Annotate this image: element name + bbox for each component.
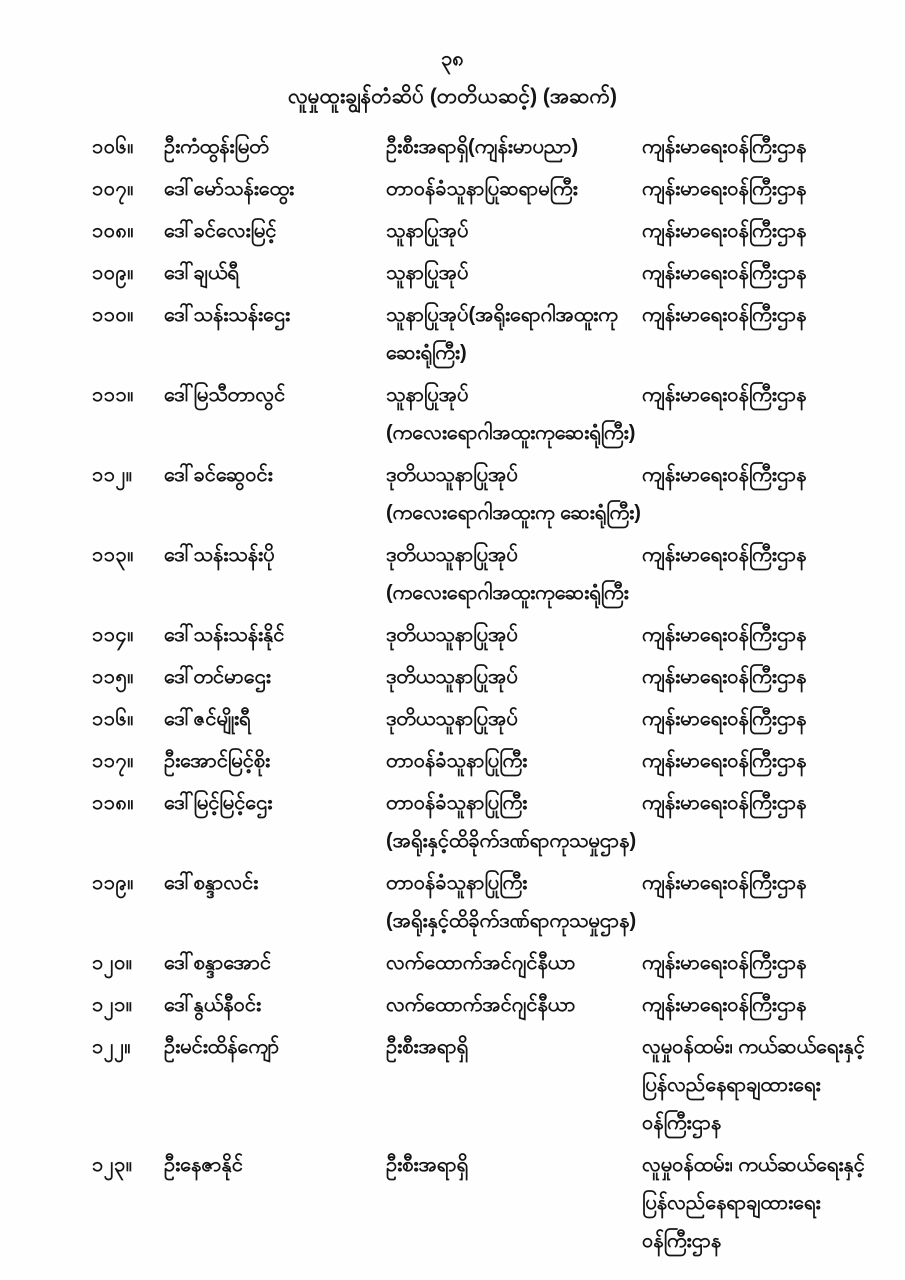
ministry-line: ကျန်းမာရေးဝန်ကြီးဌာန [642,304,807,326]
row-number: ၁၁၁။ [92,384,134,406]
position-line: ဦးစီးအရာရှိ(ကျန်းမာပညာ) [386,136,579,158]
ministry-name [642,700,879,738]
recipient-name: ဒေါ်ခင်ဆွေဝင်း [164,464,273,486]
ministry-name [642,128,879,166]
position-title [386,212,642,250]
position-title [386,986,642,1024]
ministry-line: ကျန်းမာရေးဝန်ကြီးဌာန [642,952,807,974]
recipient-name: ဒေါ်ချယ်ရီ [164,262,239,284]
recipient-name: ဒေါ်တင်မာဌေး [164,666,271,688]
recipient-name: ဒေါ်မော်သန်းထွေး [164,178,295,200]
recipient-name: ဒေါ်ခင်လေးမြင့် [164,220,277,242]
position-title [386,128,642,166]
ministry-name [642,456,879,494]
position-line: ဒုတိယသူနာပြုအုပ် [386,708,518,730]
position-line: ဒုတိယသူနာပြုအုပ် [386,544,518,566]
row-number: ၁၁၅။ [92,666,134,688]
position-line: (ကလေးရောဂါအထူးကု ဆေးရုံကြီး) [386,502,641,524]
table-row [92,944,879,982]
table-row [92,254,879,292]
ministry-name [642,742,879,780]
row-number: ၁၂၀။ [92,952,133,974]
position-title [386,1028,642,1066]
recipient-name: ဒေါ်သန်းသန်းပို [164,544,275,566]
ministry-line: ပြန်လည်နေရာချထားရေး [642,1074,821,1096]
table-row [92,128,879,166]
ministry-name [642,616,879,654]
ministry-name [642,1146,879,1260]
position-line: ဦးစီးအရာရှိ [386,1154,469,1176]
position-line: လက်ထောက်အင်ဂျင်နီယာ [386,952,576,974]
row-number: ၁၂၃။ [92,1154,133,1176]
table-row [92,1028,879,1142]
row-number: ၁၁၆။ [92,708,134,730]
ministry-line: ကျန်းမာရေးဝန်ကြီးဌာန [642,750,807,772]
position-line: သူနာပြုအုပ် [386,220,469,242]
row-number: ၁၁၂။ [92,464,133,486]
ministry-name [642,1028,879,1142]
ministry-line: ကျန်းမာရေးဝန်ကြီးဌာန [642,872,807,894]
recipient-name: ဒေါ်သန်းသန်းနိုင် [164,624,285,646]
table-row [92,212,879,250]
ministry-name [642,658,879,696]
position-line: (ကလေးရောဂါအထူးကုဆေးရုံကြီး) [386,422,636,444]
position-line: လက်ထောက်အင်ဂျင်နီယာ [386,994,576,1016]
position-title [386,1146,642,1184]
position-line: ဒုတိယသူနာပြုအုပ် [386,666,518,688]
recipient-name: ဒေါ်နွယ်နီဝင်း [164,994,262,1016]
table-row [92,784,879,860]
ministry-line: ပြန်လည်နေရာချထားရေး [642,1192,821,1214]
ministry-name [642,864,879,902]
position-line: (ကလေးရောဂါအထူးကုဆေးရုံကြီး [386,582,629,604]
row-number: ၁၁၈။ [92,792,134,814]
row-number: ၁၁၉။ [92,872,134,894]
ministry-line: ကျန်းမာရေးဝန်ကြီးဌာန [642,464,807,486]
recipient-name: ဦးနေဇာနိုင် [164,1154,243,1176]
table-row [92,742,879,780]
table-row [92,864,879,940]
position-line: တာဝန်ခံသူနာပြုကြီး [386,872,528,894]
recipient-name: ဒေါ်သန်းသန်းဌေး [164,304,291,326]
position-title [386,296,642,372]
position-title [386,254,642,292]
row-number: ၁၀၈။ [92,220,134,242]
table-row [92,658,879,696]
position-line: (အရိုးနှင့်ထိခိုက်ဒဏ်ရာကုသမှုဌာန) [386,910,637,932]
ministry-name [642,170,879,208]
row-number: ၁၀၉။ [92,262,134,284]
ministry-name [642,986,879,1024]
ministry-name [642,944,879,982]
ministry-name [642,254,879,292]
position-line: တာဝန်ခံသူနာပြုကြီး [386,750,528,772]
position-line: သူနာပြုအုပ် [386,262,469,284]
position-line: ဆေးရုံကြီး) [386,342,467,364]
recipient-name: ဦးကံထွန်းမြတ် [164,136,269,158]
row-number: ၁၂၁။ [92,994,133,1016]
page-number: ၃၈ [441,48,464,70]
row-number: ၁၀၆။ [92,136,134,158]
ministry-line: ကျန်းမာရေးဝန်ကြီးဌာန [642,136,807,158]
table-row [92,986,879,1024]
position-line: တာဝန်ခံသူနာပြုကြီး [386,792,528,814]
table-row [92,456,879,532]
ministry-name [642,376,879,414]
position-title [386,742,642,780]
position-title [386,376,642,452]
ministry-line: ကျန်းမာရေးဝန်ကြီးဌာန [642,262,807,284]
position-line: ဒုတိယသူနာပြုအုပ် [386,624,518,646]
ministry-line: ဝန်ကြီးဌာန [642,1230,722,1252]
ministry-name [642,296,879,334]
recipient-name: ဒေါ်စန္ဒာလင်း [164,872,259,894]
table-row [92,1146,879,1260]
position-title [386,784,642,860]
row-number: ၁၁၄။ [92,624,134,646]
position-title [386,536,642,612]
recipient-name: ဒေါ်မြသီတာလွင် [164,384,286,406]
ministry-name [642,536,879,574]
row-number: ၁၁၇။ [92,750,134,772]
ministry-line: ကျန်းမာရေးဝန်ကြီးဌာန [642,544,807,566]
ministry-name [642,784,879,822]
ministry-line: ကျန်းမာရေးဝန်ကြီးဌာန [642,994,807,1016]
table-row [92,616,879,654]
recipient-name: ဦးအောင်မြင့်စိုး [164,750,271,772]
position-line: ဒုတိယသူနာပြုအုပ် [386,464,518,486]
position-title [386,658,642,696]
position-title [386,864,642,940]
position-title [386,616,642,654]
position-title [386,456,642,532]
ministry-line: ဝန်ကြီးဌာန [642,1112,722,1134]
table-row [92,170,879,208]
position-line: ဦးစီးအရာရှိ [386,1036,469,1058]
page-title: လူမှုထူးချွန်တံဆိပ် (တတိယဆင့်) (အဆက်) [287,85,618,108]
ministry-line: လူမှုဝန်ထမ်း၊ ကယ်ဆယ်ရေးနှင့် [642,1036,865,1058]
recipient-name: ဒေါ်မြင့်မြင့်ဌေး [164,792,273,814]
position-line: သူနာပြုအုပ် [386,384,469,406]
ministry-line: ကျန်းမာရေးဝန်ကြီးဌာန [642,792,807,814]
ministry-line: ကျန်းမာရေးဝန်ကြီးဌာန [642,708,807,730]
ministry-line: ကျန်းမာရေးဝန်ကြီးဌာန [642,384,807,406]
ministry-line: ကျန်းမာရေးဝန်ကြီးဌာန [642,178,807,200]
ministry-line: ကျန်းမာရေးဝန်ကြီးဌာန [642,666,807,688]
row-number: ၁၂၂။ [92,1036,131,1058]
row-number: ၁၁၀။ [92,304,134,326]
position-title [386,944,642,982]
ministry-line: ကျန်းမာရေးဝန်ကြီးဌာန [642,220,807,242]
table-row [92,700,879,738]
table-row [92,376,879,452]
honor-list [0,128,905,1260]
position-line: သူနာပြုအုပ်(အရိုးရောဂါအထူးကု [386,304,618,326]
table-row [92,536,879,612]
ministry-line: ကျန်းမာရေးဝန်ကြီးဌာန [642,624,807,646]
table-row [92,296,879,372]
recipient-name: ဒေါ်စန္ဒာအောင် [164,952,272,974]
recipient-name: ဒေါ်ဇင်မျိုးရီ [164,708,251,730]
ministry-name [642,212,879,250]
position-line: (အရိုးနှင့်ထိခိုက်ဒဏ်ရာကုသမှုဌာန) [386,830,637,852]
position-title [386,170,642,208]
row-number: ၁၁၃။ [92,544,134,566]
ministry-line: လူမှုဝန်ထမ်း၊ ကယ်ဆယ်ရေးနှင့် [642,1154,865,1176]
row-number: ၁၀၇။ [92,178,134,200]
position-line: တာဝန်ခံသူနာပြုဆရာမကြီး [386,178,578,200]
recipient-name: ဦးမင်းထိန်ကျော် [164,1036,280,1058]
position-title [386,700,642,738]
